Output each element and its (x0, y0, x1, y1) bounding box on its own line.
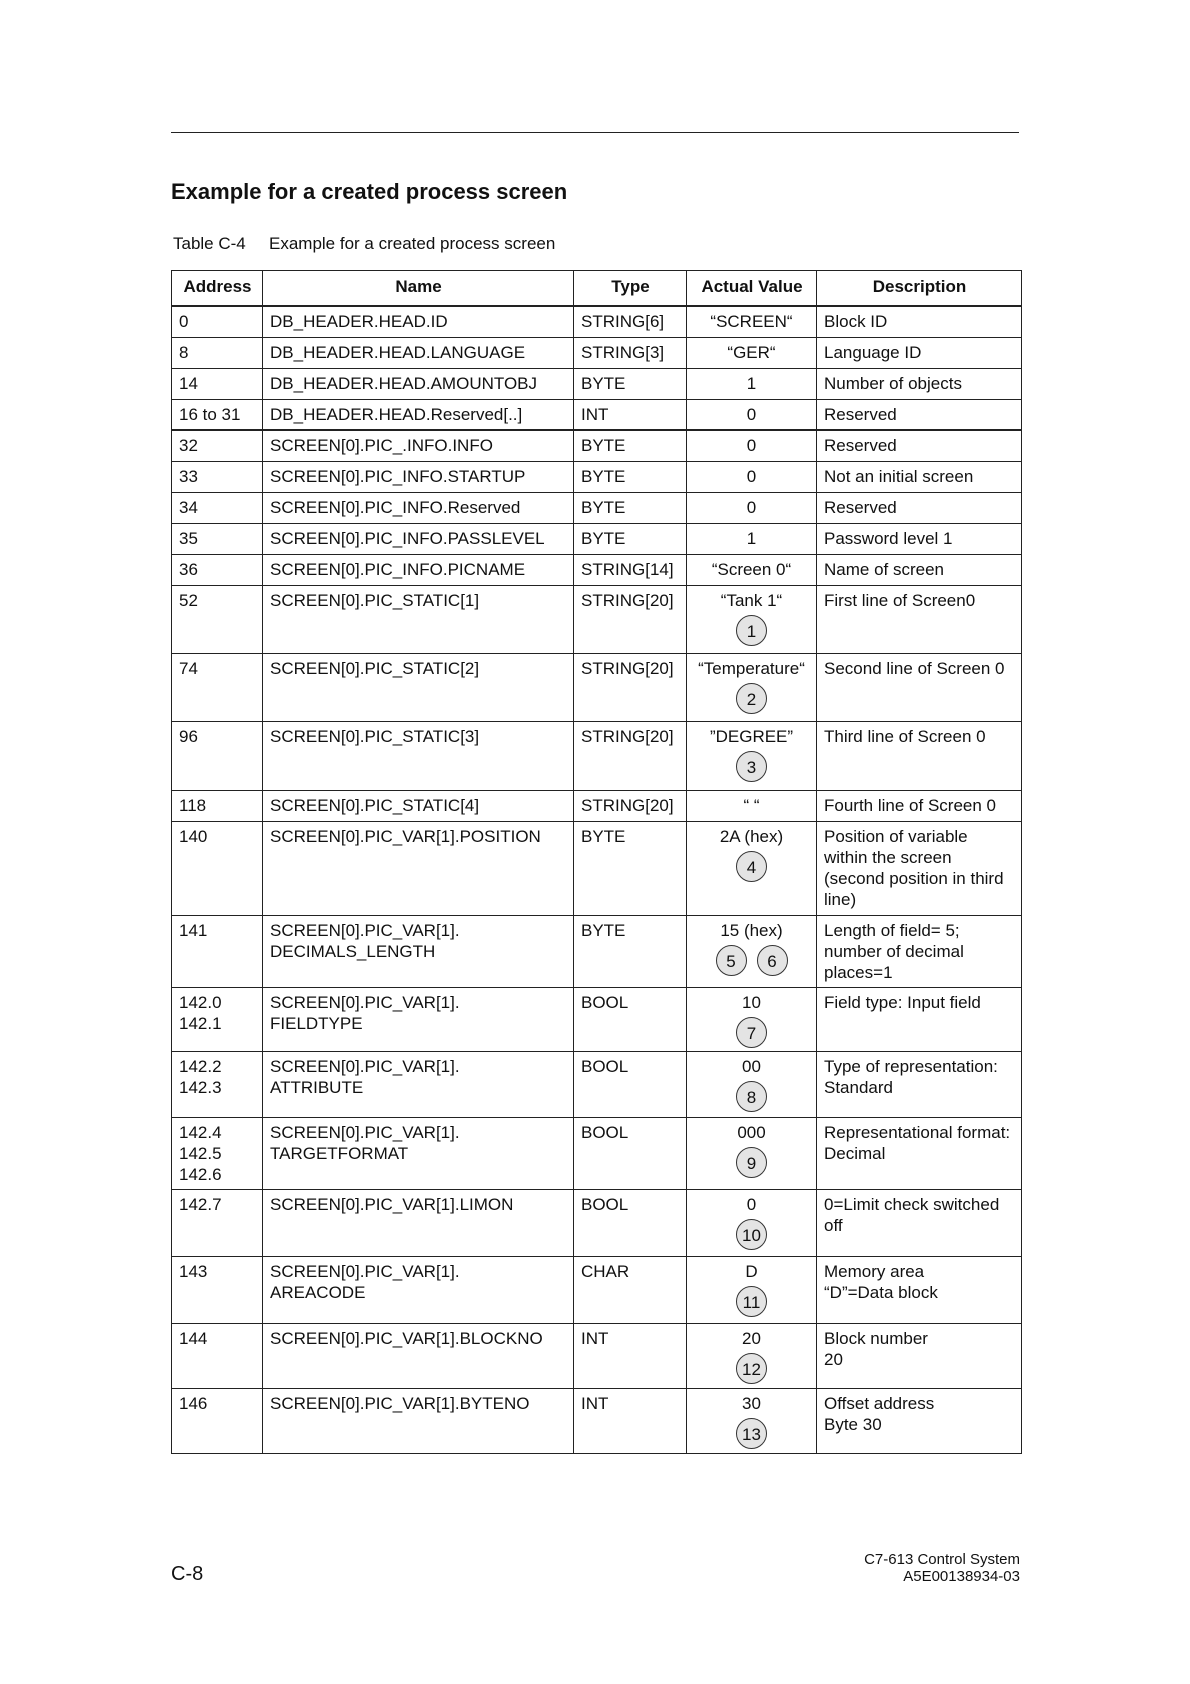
actual-value-text: “Tank 1“ (720, 590, 783, 610)
cell-address (172, 1388, 263, 1453)
callout-markers (689, 612, 814, 646)
table-row (172, 461, 1022, 492)
table-header-row (172, 271, 1022, 307)
product-name: C7-613 Control System (864, 1551, 1020, 1568)
name-line: SCREEN[0].PIC_VAR[1].POSITION (270, 826, 541, 846)
address-line: 142.7 (179, 1194, 222, 1214)
cell-actual-value (687, 368, 817, 399)
description-line: Block ID (824, 312, 888, 331)
description-line: Field type: Input field (824, 992, 981, 1012)
table-row (172, 821, 1022, 915)
description-line: Language ID (824, 342, 922, 362)
cell-actual-value (687, 821, 817, 915)
header-rule (171, 132, 1019, 133)
actual-value-text: “ “ (743, 795, 760, 815)
cell-type: BOOL (574, 987, 687, 1051)
address-line: 74 (179, 658, 198, 678)
cell-address (172, 1323, 263, 1388)
cell-actual-value (687, 461, 817, 492)
address-line: 52 (179, 590, 198, 610)
description-line: Block number (824, 1328, 928, 1348)
cell-description (817, 368, 1022, 399)
name-line: SCREEN[0].PIC_VAR[1]. (270, 992, 460, 1012)
callout-marker: 11 (736, 1286, 767, 1317)
name-line: TARGETFORMAT (270, 1143, 409, 1163)
cell-actual-value (687, 721, 817, 790)
cell-actual-value (687, 492, 817, 523)
cell-actual-value (687, 987, 817, 1051)
cell-description (817, 653, 1022, 721)
cell-address (172, 987, 263, 1051)
cell-type: STRING[20] (574, 790, 687, 821)
cell-description (817, 554, 1022, 585)
table-row (172, 306, 1022, 337)
cell-name (263, 1323, 574, 1388)
description-line: Memory area (824, 1261, 925, 1281)
table-row (172, 653, 1022, 721)
description-line: Byte 30 (824, 1414, 882, 1434)
cell-address (172, 306, 263, 337)
actual-value-text: 1 (746, 528, 757, 548)
cell-name (263, 585, 574, 653)
address-line: 36 (179, 559, 198, 579)
description-line: Password level 1 (824, 528, 953, 548)
cell-description (817, 337, 1022, 368)
cell-description (817, 306, 1022, 337)
cell-address (172, 554, 263, 585)
table-row (172, 523, 1022, 554)
callout-marker: 7 (736, 1017, 767, 1048)
table-row (172, 1189, 1022, 1256)
cell-name (263, 1388, 574, 1453)
description-line: Reserved (824, 436, 897, 455)
name-line: DB_HEADER.HEAD.LANGUAGE (270, 342, 526, 362)
name-line: SCREEN[0].PIC_STATIC[3] (270, 726, 480, 746)
actual-value-text: D (745, 1261, 758, 1281)
cell-address (172, 337, 263, 368)
description-line: 0=Limit check switched off (824, 1194, 1000, 1235)
name-line: DB_HEADER.HEAD.Reserved[..] (270, 404, 523, 424)
cell-description (817, 492, 1022, 523)
cell-name (263, 430, 574, 461)
table-row (172, 1256, 1022, 1323)
process-screen-table (171, 270, 1022, 1454)
cell-actual-value (687, 1189, 817, 1256)
cell-type: STRING[3] (574, 337, 687, 368)
callout-marker: 8 (736, 1081, 767, 1112)
cell-description (817, 1323, 1022, 1388)
cell-address (172, 653, 263, 721)
callout-marker: 2 (736, 683, 767, 714)
address-line: 142.0 (179, 992, 222, 1012)
cell-type: STRING[20] (574, 653, 687, 721)
cell-description (817, 399, 1022, 430)
cell-address (172, 1117, 263, 1189)
column-header-address: Address (172, 271, 263, 307)
address-line: 140 (179, 826, 208, 846)
callout-markers (689, 1415, 814, 1449)
address-line: 143 (179, 1261, 208, 1281)
name-line: DB_HEADER.HEAD.AMOUNTOBJ (270, 373, 538, 393)
cell-description (817, 461, 1022, 492)
table-caption-text: Example for a created process screen (269, 234, 556, 253)
cell-name (263, 987, 574, 1051)
description-line: “D”=Data block (824, 1282, 938, 1302)
address-line: 14 (179, 373, 198, 393)
name-line: SCREEN[0].PIC_VAR[1].BYTENO (270, 1393, 530, 1413)
callout-markers (689, 1283, 814, 1317)
name-line: DB_HEADER.HEAD.ID (270, 312, 448, 331)
actual-value-text: “GER“ (727, 342, 776, 362)
callout-marker: 1 (736, 615, 767, 646)
name-line: SCREEN[0].PIC_VAR[1]. (270, 1261, 460, 1281)
cell-actual-value (687, 915, 817, 987)
cell-type: INT (574, 1388, 687, 1453)
callout-marker: 10 (736, 1219, 767, 1250)
actual-value-text: 0 (746, 436, 757, 455)
table-number: Table C-4 (173, 234, 246, 253)
cell-name (263, 1117, 574, 1189)
name-line: SCREEN[0].PIC_VAR[1].LIMON (270, 1194, 514, 1214)
callout-markers (689, 942, 814, 976)
cell-description (817, 790, 1022, 821)
address-line: 142.3 (179, 1077, 222, 1097)
name-line: SCREEN[0].PIC_STATIC[1] (270, 590, 480, 610)
table-row (172, 721, 1022, 790)
address-line: 34 (179, 497, 198, 517)
cell-name (263, 821, 574, 915)
cell-name (263, 915, 574, 987)
actual-value-text: 0 (746, 1194, 757, 1214)
description-line: Position of variable within the screen (second position in third line) (824, 826, 1004, 909)
table-row (172, 1051, 1022, 1117)
actual-value-text: 0 (746, 404, 757, 424)
description-line: Name of screen (824, 559, 944, 579)
address-line: 142.4 (179, 1122, 222, 1142)
cell-name (263, 653, 574, 721)
cell-type: BOOL (574, 1051, 687, 1117)
cell-address (172, 821, 263, 915)
cell-actual-value (687, 1117, 817, 1189)
cell-description (817, 430, 1022, 461)
cell-name (263, 1256, 574, 1323)
cell-actual-value (687, 1388, 817, 1453)
cell-address (172, 915, 263, 987)
cell-address (172, 368, 263, 399)
actual-value-text: “Temperature“ (698, 658, 805, 678)
cell-type: BYTE (574, 821, 687, 915)
actual-value-text: “SCREEN“ (710, 312, 793, 331)
cell-address (172, 461, 263, 492)
name-line: SCREEN[0].PIC_INFO.STARTUP (270, 466, 526, 486)
cell-actual-value (687, 1256, 817, 1323)
cell-name (263, 492, 574, 523)
table-row (172, 430, 1022, 461)
cell-name (263, 721, 574, 790)
description-line: First line of Screen0 (824, 590, 976, 610)
cell-description (817, 721, 1022, 790)
cell-type: CHAR (574, 1256, 687, 1323)
callout-marker: 4 (736, 851, 767, 882)
address-line: 142.1 (179, 1013, 222, 1033)
name-line: SCREEN[0].PIC_VAR[1]. (270, 920, 460, 940)
cell-description (817, 821, 1022, 915)
callout-markers (689, 1216, 814, 1250)
name-line: SCREEN[0].PIC_INFO.PICNAME (270, 559, 526, 579)
description-line: Type of representation: Standard (824, 1056, 998, 1097)
cell-type: BYTE (574, 523, 687, 554)
address-line: 8 (179, 342, 189, 362)
cell-description (817, 1051, 1022, 1117)
cell-description (817, 1117, 1022, 1189)
cell-address (172, 1189, 263, 1256)
callout-marker: 3 (736, 751, 767, 782)
table-row (172, 1388, 1022, 1453)
cell-description (817, 585, 1022, 653)
cell-type: INT (574, 1323, 687, 1388)
actual-value-text: 20 (742, 1328, 761, 1348)
cell-name (263, 523, 574, 554)
address-line: 142.2 (179, 1056, 222, 1076)
column-header-name: Name (263, 271, 574, 307)
cell-actual-value (687, 653, 817, 721)
cell-name (263, 1189, 574, 1256)
cell-description (817, 523, 1022, 554)
name-line: FIELDTYPE (270, 1013, 363, 1033)
cell-name (263, 554, 574, 585)
description-line: 20 (824, 1349, 843, 1369)
cell-type: INT (574, 399, 687, 430)
address-line: 32 (179, 436, 198, 455)
callout-markers (689, 1350, 814, 1384)
callout-marker: 13 (736, 1418, 767, 1449)
cell-address (172, 1051, 263, 1117)
cell-description (817, 915, 1022, 987)
table-row (172, 1117, 1022, 1189)
actual-value-text: “Screen 0“ (711, 559, 792, 579)
callout-markers (689, 680, 814, 714)
table-row (172, 790, 1022, 821)
cell-description (817, 987, 1022, 1051)
name-line: DECIMALS_LENGTH (270, 941, 436, 961)
cell-address (172, 399, 263, 430)
address-line: 16 to 31 (179, 404, 241, 424)
document-footer (864, 1551, 1020, 1585)
column-header-description: Description (817, 271, 1022, 307)
address-line: 96 (179, 726, 198, 746)
name-line: SCREEN[0].PIC_INFO.Reserved (270, 497, 521, 517)
callout-marker: 9 (736, 1147, 767, 1178)
name-line: ATTRIBUTE (270, 1077, 364, 1097)
description-line: Reserved (824, 497, 897, 517)
cell-address (172, 430, 263, 461)
table-row (172, 554, 1022, 585)
table-row (172, 1323, 1022, 1388)
description-line: Length of field= 5; number of decimal places=1 (824, 920, 964, 982)
address-line: 0 (179, 312, 189, 331)
cell-actual-value (687, 337, 817, 368)
cell-description (817, 1388, 1022, 1453)
name-line: SCREEN[0].PIC_INFO.PASSLEVEL (270, 528, 545, 548)
cell-address (172, 721, 263, 790)
callout-markers (689, 1144, 814, 1178)
description-line: Second line of Screen 0 (824, 658, 1005, 678)
cell-name (263, 368, 574, 399)
cell-type: BYTE (574, 461, 687, 492)
actual-value-text: 000 (737, 1122, 766, 1142)
cell-name (263, 306, 574, 337)
table-row (172, 368, 1022, 399)
cell-address (172, 1256, 263, 1323)
name-line: SCREEN[0].PIC_VAR[1].BLOCKNO (270, 1328, 543, 1348)
callout-marker: 5 (716, 945, 747, 976)
address-line: 33 (179, 466, 198, 486)
cell-address (172, 523, 263, 554)
callout-markers (689, 1014, 814, 1048)
cell-actual-value (687, 1051, 817, 1117)
table-row (172, 492, 1022, 523)
cell-name (263, 790, 574, 821)
cell-type: STRING[20] (574, 721, 687, 790)
cell-actual-value (687, 306, 817, 337)
table-row (172, 987, 1022, 1051)
address-line: 118 (179, 795, 207, 815)
cell-type: BYTE (574, 368, 687, 399)
callout-marker: 6 (757, 945, 788, 976)
address-line: 144 (179, 1328, 208, 1348)
cell-address (172, 790, 263, 821)
callout-markers (689, 1078, 814, 1112)
cell-name (263, 461, 574, 492)
actual-value-text: 1 (746, 373, 757, 393)
cell-type: BOOL (574, 1189, 687, 1256)
actual-value-text: 2A (hex) (719, 826, 784, 846)
name-line: AREACODE (270, 1282, 366, 1302)
callout-markers (689, 848, 814, 882)
document-id: A5E00138934-03 (903, 1568, 1020, 1585)
cell-type: BYTE (574, 430, 687, 461)
table-row (172, 585, 1022, 653)
table-row (172, 337, 1022, 368)
cell-address (172, 585, 263, 653)
cell-description (817, 1256, 1022, 1323)
cell-type: STRING[6] (574, 306, 687, 337)
actual-value-text: ”DEGREE” (709, 726, 794, 746)
cell-address (172, 492, 263, 523)
address-line: 146 (179, 1393, 208, 1413)
description-line: Offset address (824, 1393, 935, 1413)
cell-actual-value (687, 523, 817, 554)
cell-actual-value (687, 1323, 817, 1388)
name-line: SCREEN[0].PIC_STATIC[2] (270, 658, 480, 678)
name-line: SCREEN[0].PIC_.INFO.INFO (270, 436, 493, 455)
cell-actual-value (687, 554, 817, 585)
table-row (172, 399, 1022, 430)
actual-value-text: 10 (742, 992, 761, 1012)
cell-actual-value (687, 399, 817, 430)
address-line: 141 (179, 920, 208, 940)
section-heading: Example for a created process screen (171, 179, 568, 204)
description-line: Fourth line of Screen 0 (824, 795, 996, 815)
cell-type: STRING[20] (574, 585, 687, 653)
description-line: Number of objects (824, 373, 962, 393)
cell-type: STRING[14] (574, 554, 687, 585)
address-line: 142.5 (179, 1143, 222, 1163)
actual-value-text: 30 (742, 1393, 761, 1413)
cell-actual-value (687, 430, 817, 461)
actual-value-text: 15 (hex) (720, 920, 783, 940)
column-header-actual-value: Actual Value (687, 271, 817, 307)
name-line: SCREEN[0].PIC_STATIC[4] (270, 795, 480, 815)
cell-name (263, 1051, 574, 1117)
name-line: SCREEN[0].PIC_VAR[1]. (270, 1122, 460, 1142)
table-caption (173, 234, 555, 254)
cell-description (817, 1189, 1022, 1256)
cell-actual-value (687, 790, 817, 821)
callout-marker: 12 (736, 1353, 767, 1384)
address-line: 142.6 (179, 1164, 222, 1184)
actual-value-text: 00 (742, 1056, 761, 1076)
column-header-type: Type (574, 271, 687, 307)
address-line: 35 (179, 528, 198, 548)
cell-name (263, 337, 574, 368)
table-body (172, 306, 1022, 1453)
description-line: Representational format: Decimal (824, 1122, 1011, 1163)
cell-type: BOOL (574, 1117, 687, 1189)
description-line: Reserved (824, 404, 897, 424)
table-row (172, 915, 1022, 987)
cell-actual-value (687, 585, 817, 653)
page-number: C-8 (171, 1563, 204, 1585)
callout-markers (689, 748, 814, 782)
cell-type: BYTE (574, 915, 687, 987)
name-line: SCREEN[0].PIC_VAR[1]. (270, 1056, 460, 1076)
cell-type: BYTE (574, 492, 687, 523)
description-line: Third line of Screen 0 (824, 726, 986, 746)
cell-name (263, 399, 574, 430)
actual-value-text: 0 (746, 497, 757, 517)
description-line: Not an initial screen (824, 466, 974, 486)
actual-value-text: 0 (746, 466, 757, 486)
